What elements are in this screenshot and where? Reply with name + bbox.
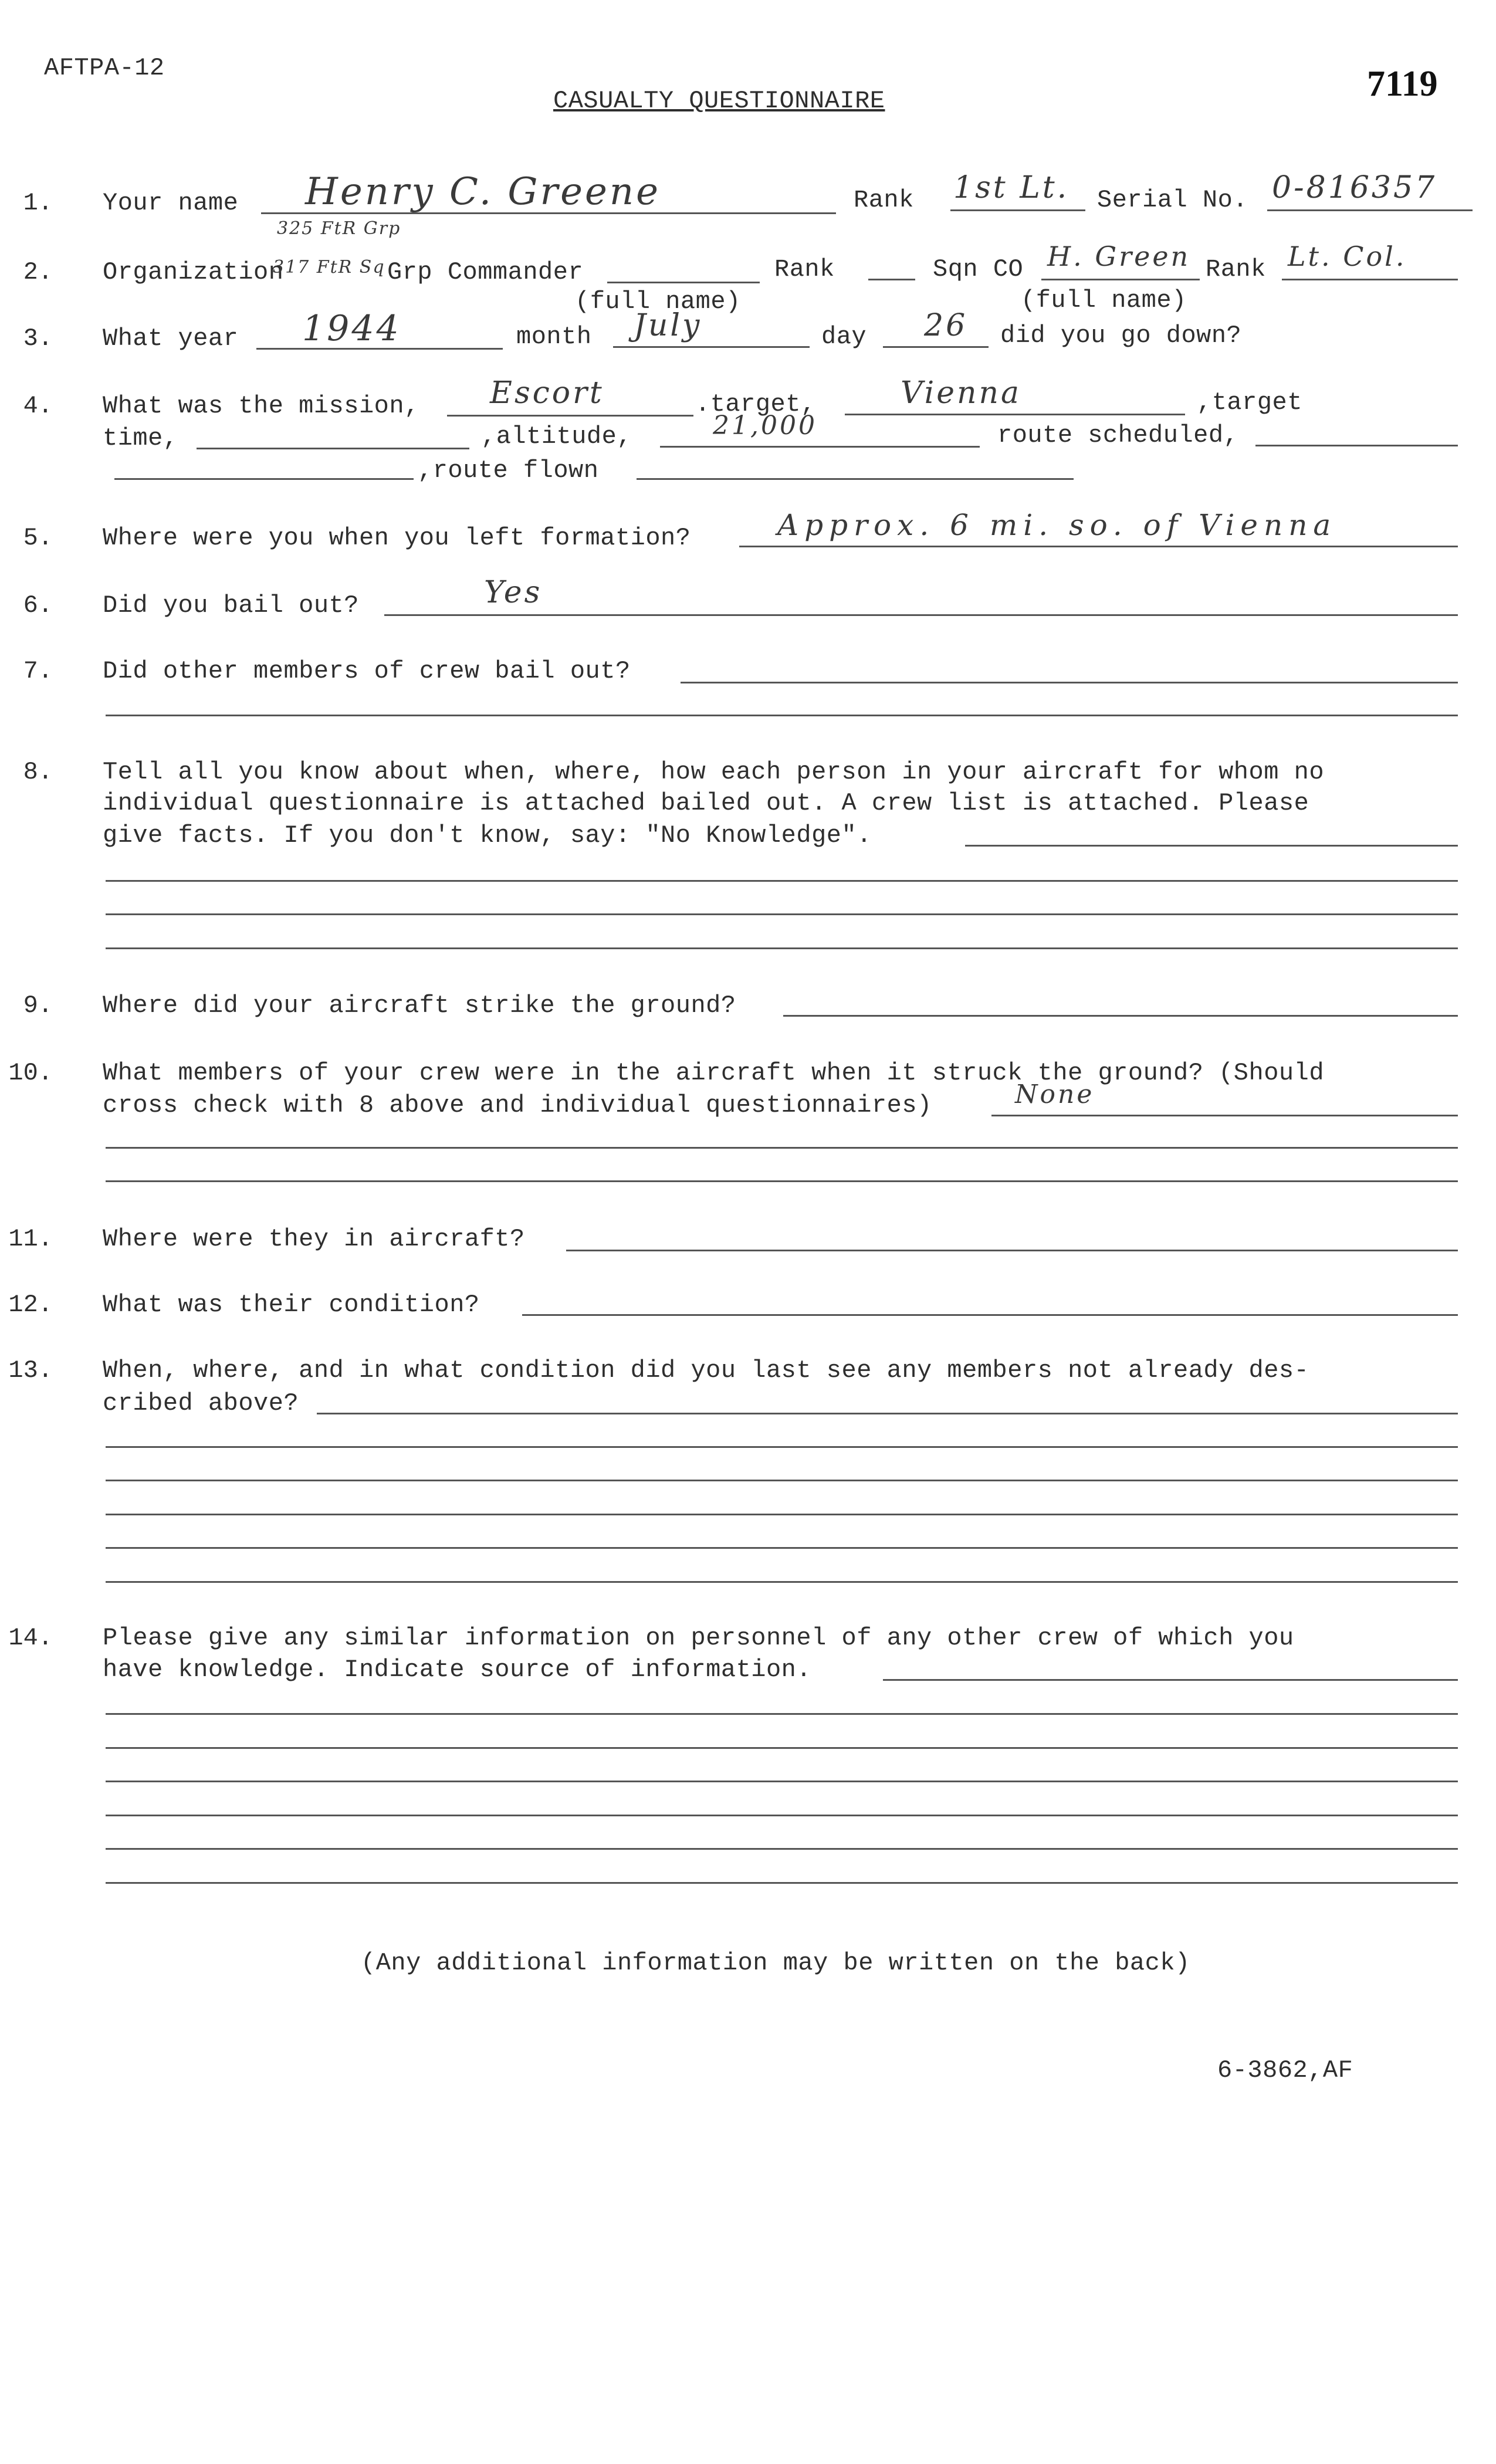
q13-answer-line-1 — [317, 1413, 1458, 1414]
q2-grp-commander-label: Grp Commander — [387, 258, 584, 286]
q4-mission-value: Escort — [490, 375, 604, 411]
q14-answer-line-5 — [106, 1815, 1458, 1816]
q2-full-name-1: (full name) — [575, 287, 741, 316]
q7-line-2 — [106, 715, 1458, 716]
q5-label: Where were you when you left formation? — [103, 524, 691, 552]
q4-route-flown-line — [637, 478, 1074, 480]
q11-number: 11. — [8, 1225, 53, 1253]
q4-route-line — [114, 478, 414, 480]
q3-day-label: day — [821, 323, 867, 351]
q10-line2: cross check with 8 above and individual questionnaires) — [103, 1091, 932, 1119]
q13-answer-line-4 — [106, 1514, 1458, 1515]
q13-answer-line-3 — [106, 1480, 1458, 1481]
q14-line2: have knowledge. Indicate source of information. — [103, 1656, 812, 1684]
q1-name-value: Henry C. Greene — [305, 170, 661, 214]
q13-answer-line-6 — [106, 1581, 1458, 1583]
q14-number: 14. — [8, 1624, 53, 1652]
q2-rank2-label: Rank — [1206, 255, 1266, 283]
q9-line — [783, 1015, 1458, 1017]
q3-year-value: 1944 — [302, 308, 401, 349]
q1-rank-label: Rank — [854, 186, 914, 214]
q14-answer-line-7 — [106, 1882, 1458, 1884]
q2-org-value: 317 FtR Sq — [273, 257, 385, 277]
q11-line — [566, 1250, 1458, 1251]
q2-rank-label: Rank — [774, 255, 835, 283]
q10-value: None — [1015, 1079, 1095, 1109]
form-title: CASUALTY QUESTIONNAIRE — [553, 87, 885, 115]
q4-altitude-value: 21,000 — [713, 411, 817, 441]
q3-month-value: July — [634, 308, 702, 343]
q13-answer-line-2 — [106, 1446, 1458, 1448]
q4-target-time-label: ,target — [1197, 388, 1302, 417]
q10-answer-line-3 — [106, 1180, 1458, 1182]
form-code: AFTPA-12 — [44, 54, 165, 82]
q4-mission-label: What was the mission, — [103, 392, 419, 420]
q10-line1: What members of your crew were in the aircraft when it struck the ground? (Should — [103, 1059, 1325, 1087]
q8-line1: Tell all you know about when, where, how each person in your aircraft for whom no — [103, 758, 1325, 786]
q1-org-note: 325 FtR Grp — [277, 218, 401, 239]
q5-number: 5. — [23, 524, 53, 552]
q4-route-scheduled-line — [1255, 445, 1458, 446]
q4-time-label: time, — [103, 424, 178, 452]
q1-serial-label: Serial No. — [1097, 186, 1248, 214]
q8-number: 8. — [23, 758, 53, 786]
q14-answer-line-1 — [883, 1679, 1458, 1681]
q14-answer-line-6 — [106, 1848, 1458, 1850]
q4-target-label: .target, — [695, 390, 816, 418]
q3-tail: did you go down? — [1000, 321, 1242, 350]
q1-number: 1. — [23, 189, 53, 217]
q13-answer-line-5 — [106, 1547, 1458, 1549]
q1-rank-value: 1st Lt. — [953, 170, 1069, 205]
q8-line2: individual questionnaire is attached bailed out. A crew list is attached. Please — [103, 789, 1309, 817]
q4-mission-line — [447, 415, 693, 417]
q12-line — [522, 1314, 1458, 1316]
q9-label: Where did your aircraft strike the ground? — [103, 991, 736, 1020]
q8-line3: give facts. If you don't know, say: "No Knowledge". — [103, 821, 872, 849]
q13-line1: When, where, and in what condition did you last see any members not already des- — [103, 1356, 1309, 1385]
q2-sqn-co-label: Sqn CO — [933, 255, 1024, 283]
document-number: 7119 — [1367, 64, 1438, 104]
form-number: 6-3862,AF — [1217, 2056, 1353, 2084]
q9-number: 9. — [23, 991, 53, 1020]
q2-sqn-co-line — [1041, 279, 1200, 280]
q3-day-line — [883, 346, 989, 348]
q2-rank2-value: Lt. Col. — [1288, 241, 1407, 272]
q10-number: 10. — [8, 1059, 53, 1087]
q2-rank-line — [868, 279, 915, 280]
q7-line-1 — [681, 682, 1458, 683]
footer-note: (Any additional information may be written on the back) — [361, 1949, 1190, 1977]
q1-serial-line — [1267, 209, 1473, 211]
q1-label: Your name — [103, 189, 239, 217]
q8-answer-line-2 — [106, 880, 1458, 882]
q4-number: 4. — [23, 392, 53, 420]
q2-number: 2. — [23, 258, 53, 286]
q13-number: 13. — [8, 1356, 53, 1385]
q6-value: Yes — [484, 575, 543, 610]
q5-value: Approx. 6 mi. so. of Vienna — [777, 508, 1337, 542]
q6-number: 6. — [23, 591, 53, 620]
q3-month-label: month — [516, 323, 592, 351]
q13-line2: cribed above? — [103, 1389, 299, 1417]
q10-answer-line-2 — [106, 1147, 1458, 1149]
q4-altitude-line — [660, 446, 980, 448]
q2-grp-commander-line — [607, 282, 760, 283]
q12-label: What was their condition? — [103, 1291, 480, 1319]
q2-sqn-co-value: H. Green — [1047, 241, 1191, 272]
q14-answer-line-2 — [106, 1713, 1458, 1715]
q4-altitude-label: ,altitude, — [481, 422, 632, 451]
q8-answer-line-1 — [965, 845, 1458, 847]
q4-target-line — [845, 414, 1185, 415]
q14-answer-line-4 — [106, 1781, 1458, 1782]
q7-label: Did other members of crew bail out? — [103, 657, 631, 685]
q2-rank2-line — [1282, 279, 1458, 280]
q5-line — [739, 546, 1458, 547]
q6-label: Did you bail out? — [103, 591, 359, 620]
q3-month-line — [613, 346, 810, 348]
q3-number: 3. — [23, 324, 53, 353]
q1-serial-value: 0-816357 — [1272, 170, 1437, 205]
q8-answer-line-4 — [106, 947, 1458, 949]
q8-answer-line-3 — [106, 913, 1458, 915]
q12-number: 12. — [8, 1291, 53, 1319]
q2-full-name-2: (full name) — [1021, 286, 1187, 314]
q10-answer-line-1 — [991, 1115, 1458, 1116]
q14-line1: Please give any similar information on personnel of any other crew of which you — [103, 1624, 1294, 1652]
q4-target-value: Vienna — [901, 375, 1022, 411]
q7-number: 7. — [23, 657, 53, 685]
q4-route-flown-label: ,route flown — [418, 456, 599, 485]
q3-day-value: 26 — [924, 308, 968, 343]
q4-route-scheduled-label: route scheduled, — [997, 421, 1239, 449]
q14-answer-line-3 — [106, 1747, 1458, 1749]
q4-time-line — [197, 448, 469, 449]
q11-label: Where were they in aircraft? — [103, 1225, 525, 1253]
q1-rank-line — [950, 209, 1085, 211]
q3-label: What year — [103, 324, 239, 353]
q6-line — [384, 614, 1458, 616]
q2-label: Organization — [103, 258, 284, 286]
